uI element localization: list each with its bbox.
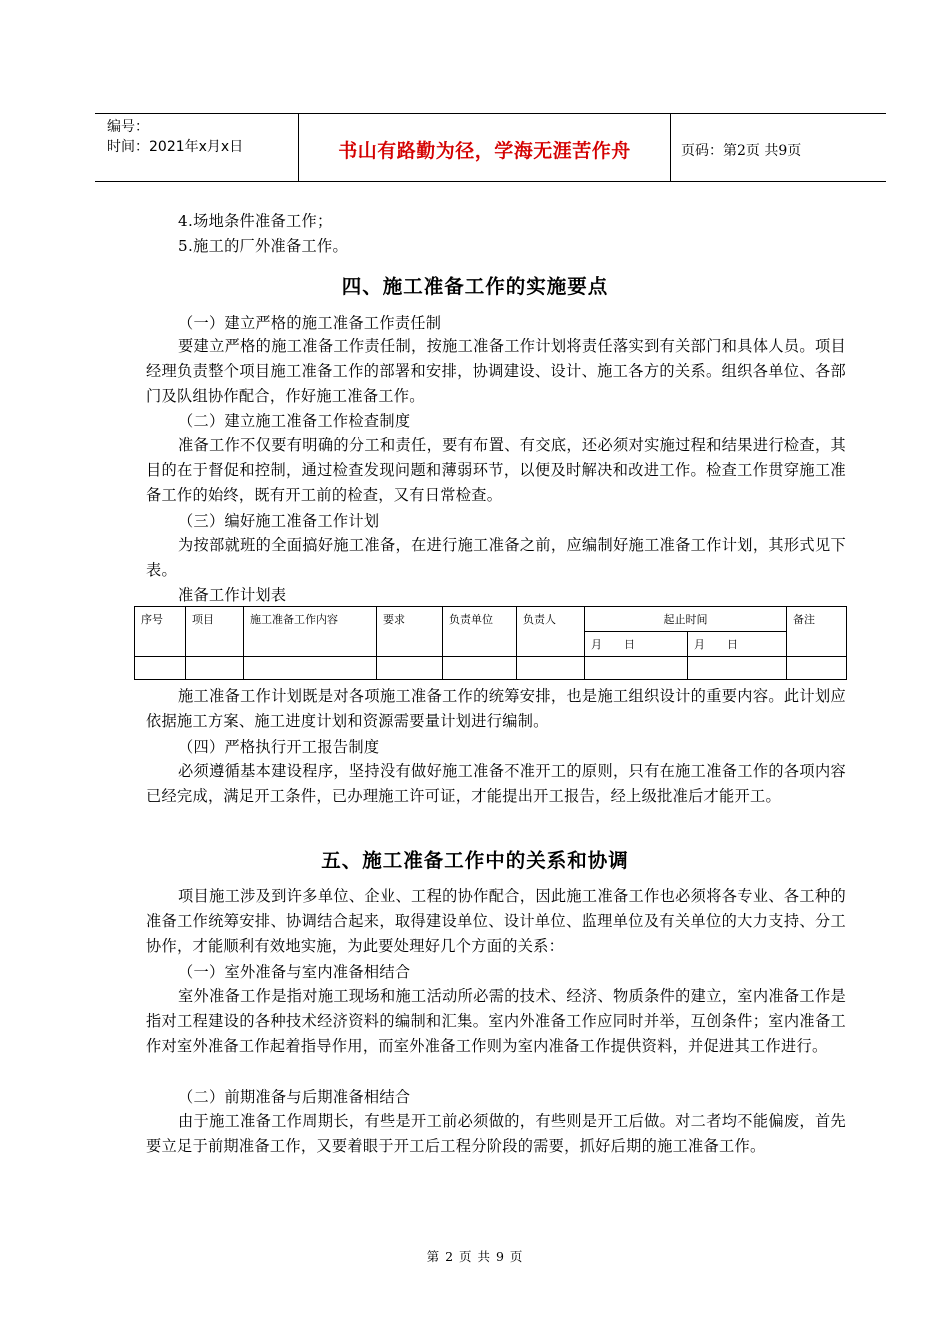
table-header-cell: 施工准备工作内容 <box>244 607 377 657</box>
header-table <box>95 113 886 182</box>
paragraph: 项目施工涉及到许多单位、企业、工程的协作配合，因此施工准备工作也必须将各专业、各工种的准备工作统筹安排、协调结合起来，取得建设单位、设计单位、监理单位及有关单位的大力支持、分工协作，才能顺利有效地实施，为此要处理好几个方面的关系： <box>146 887 846 955</box>
subsection-heading: （一）室外准备与室内准备相结合 <box>178 963 411 981</box>
motto-text: 书山有路勤为径，学海无涯苦作舟 <box>338 140 631 162</box>
section-5-heading: 五、施工准备工作中的关系和协调 <box>321 849 629 872</box>
header-page-info: 页码：第2页 共9页 <box>681 143 802 159</box>
paragraph: 施工准备工作计划既是对各项施工准备工作的统筹安排，也是施工组织设计的重要内容。此计划应依据施工方案、施工进度计划和资源需要量计划进行编制。 <box>146 687 846 730</box>
table-header-cell: 项目 <box>186 607 244 657</box>
paragraph: 室外准备工作是指对施工现场和施工活动所必需的技术、经济、物质条件的建立，室内准备工作是指对工程建设的各种技术经济资料的编制和汇集。室内外准备工作应同时并举，互创条件；室内准备工作对室外准备工作起着指导作用，而室外准备工作则为室内准备工作提供资料，并促进其工作进行。 <box>146 987 846 1055</box>
paragraph: 由于施工准备工作周期长，有些是开工前必须做的，有些则是开工后做。对二者均不能偏废，首先要立足于前期准备工作，又要着眼于开工后工程分阶段的需要，抓好后期的施工准备工作。 <box>146 1112 846 1155</box>
subsection-heading: （二）建立施工准备工作检查制度 <box>178 412 411 430</box>
table-cell <box>377 657 443 680</box>
table-header-cell: 负责单位 <box>443 607 517 657</box>
table-cell <box>787 657 847 680</box>
table-cell <box>135 657 186 680</box>
table-header-cell: 负责人 <box>517 607 585 657</box>
paragraph: 为按部就班的全面搞好施工准备，在进行施工准备之前，应编制好施工准备工作计划，其形式见下表。 <box>146 536 846 579</box>
table-cell <box>186 657 244 680</box>
doc-time-label: 时间：2021年x月x日 <box>107 139 244 155</box>
plan-table <box>134 606 847 680</box>
table-subheader-cell: 月 日 <box>688 632 787 657</box>
header-motto-cell <box>299 114 671 181</box>
paragraph: 要建立严格的施工准备工作责任制，按施工准备工作计划将责任落实到有关部门和具体人员。项目经理负责整个项目施工准备工作的部署和安排，协调建设、设计、施工各方的关系。组织各单位、各部门及队组协作配合，作好施工准备工作。 <box>146 337 846 405</box>
table-header-cell: 序号 <box>135 607 186 657</box>
table-header-cell: 起止时间 <box>585 607 787 632</box>
header-left-cell <box>95 114 299 181</box>
list-item: 5.施工的厂外准备工作。 <box>178 237 348 255</box>
header-page-cell <box>671 114 885 181</box>
table-header-cell: 备注 <box>787 607 847 657</box>
subsection-heading: （一）建立严格的施工准备工作责任制 <box>178 314 442 332</box>
list-item: 4.场地条件准备工作； <box>178 212 333 230</box>
subsection-heading: （二）前期准备与后期准备相结合 <box>178 1088 411 1106</box>
section-4-heading: 四、施工准备工作的实施要点 <box>341 275 609 298</box>
table-cell <box>585 657 688 680</box>
table-header-cell: 要求 <box>377 607 443 657</box>
table-subheader-cell: 月 日 <box>585 632 688 657</box>
paragraph: 必须遵循基本建设程序，坚持没有做好施工准备不准开工的原则，只有在施工准备工作的各项内容已经完成，满足开工条件，已办理施工许可证，才能提出开工报告，经上级批准后才能开工。 <box>146 762 846 805</box>
page-footer: 第 2 页 共 9 页 <box>426 1249 524 1264</box>
subsection-heading: （四）严格执行开工报告制度 <box>178 738 380 756</box>
table-cell <box>517 657 585 680</box>
table-caption: 准备工作计划表 <box>178 586 287 604</box>
paragraph: 准备工作不仅要有明确的分工和责任，要有布置、有交底，还必须对实施过程和结果进行检查，其目的在于督促和控制，通过检查发现问题和薄弱环节，以便及时解决和改进工作。检查工作贯穿施工准备工作的始终，既有开工前的检查，又有日常检查。 <box>146 436 846 504</box>
table-cell <box>443 657 517 680</box>
subsection-heading: （三）编好施工准备工作计划 <box>178 512 380 530</box>
table-header-row <box>135 607 847 632</box>
table-cell <box>244 657 377 680</box>
table-cell <box>688 657 787 680</box>
table-row <box>135 657 847 680</box>
doc-number-label: 编号： <box>107 119 149 135</box>
